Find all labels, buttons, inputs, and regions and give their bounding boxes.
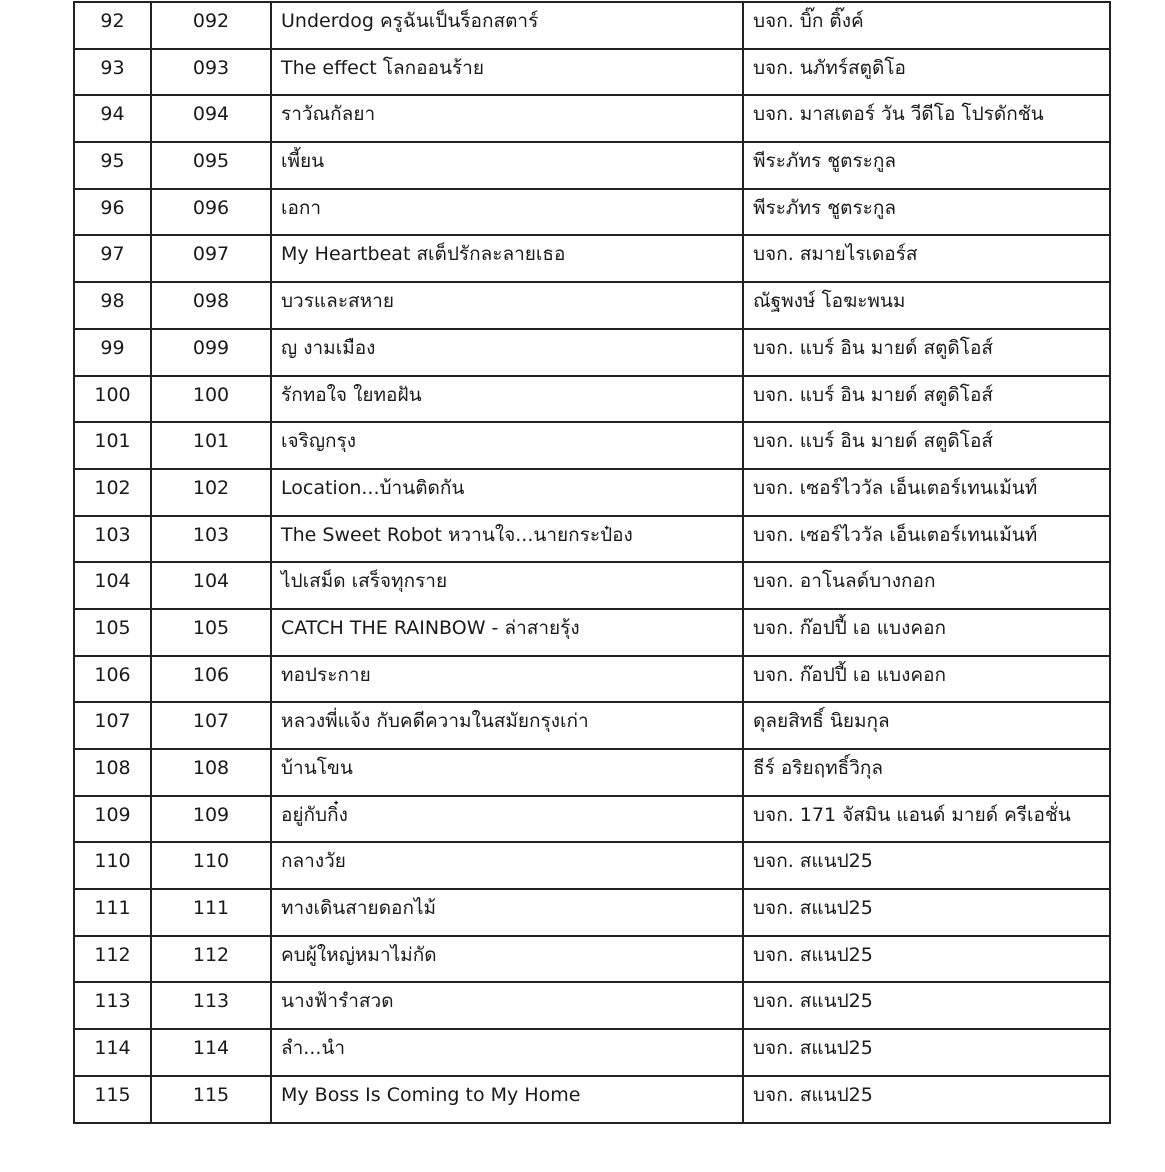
owner-text: ธีร์ อริยฤทธิ์วิกุล [753, 757, 884, 779]
code-cell [151, 982, 271, 1029]
title-text: รักทอใจ ใยทอฝัน [281, 383, 422, 406]
title-cell [271, 142, 743, 189]
row-number-text: 93 [100, 56, 125, 79]
title-text: บวรและสหาย [281, 290, 394, 313]
table-row [74, 702, 1110, 749]
title-text: ทอประกาย [281, 663, 371, 686]
code-cell [151, 842, 271, 889]
table-row [74, 329, 1110, 376]
row-number-cell [74, 702, 151, 749]
code-text: 112 [192, 943, 230, 966]
code-cell [151, 376, 271, 423]
title-cell [271, 749, 743, 796]
title-text: My Heartbeat สเต็ปรักละลายเธอ [281, 243, 566, 266]
row-number-text: 95 [100, 150, 125, 173]
table-row [74, 95, 1110, 142]
project-table [73, 1, 1111, 1124]
code-cell [151, 469, 271, 516]
title-cell [271, 1029, 743, 1076]
title-cell [271, 516, 743, 563]
row-number-text: 97 [100, 243, 125, 266]
row-number-text: 106 [94, 663, 131, 686]
row-number-cell [74, 422, 151, 469]
owner-cell [743, 469, 1110, 516]
owner-text: บจก. สมายไรเดอร์ส [753, 243, 918, 266]
row-number-text: 92 [100, 10, 125, 32]
row-number-cell [74, 235, 151, 282]
owner-text: บจก. สแนป25 [753, 1083, 873, 1106]
table-row [74, 749, 1110, 796]
title-text: ลำ...นำ [281, 1037, 346, 1060]
title-cell [271, 889, 743, 936]
owner-cell [743, 2, 1110, 49]
code-cell [151, 235, 271, 282]
code-cell [151, 95, 271, 142]
row-number-text: 107 [94, 710, 131, 733]
code-cell [151, 702, 271, 749]
table-row [74, 422, 1110, 469]
title-text: เจริญกรุง [281, 430, 357, 453]
title-text: The effect โลกออนร้าย [281, 56, 484, 79]
code-cell [151, 2, 271, 49]
owner-cell [743, 609, 1110, 656]
row-number-cell [74, 189, 151, 236]
title-text: Underdog ครูฉันเป็นร็อกสตาร์ [281, 10, 539, 32]
owner-text: บจก. มาสเตอร์ วัน วีดีโอ โปรดักชัน [753, 103, 1044, 126]
code-text: 101 [192, 430, 230, 453]
title-cell [271, 282, 743, 329]
title-cell [271, 562, 743, 609]
owner-text: บจก. สแนป25 [753, 1037, 873, 1060]
code-text: 107 [192, 710, 230, 733]
row-number-text: 99 [100, 336, 125, 359]
title-cell [271, 329, 743, 376]
owner-text: ณัฐพงษ์ โอฆะพนม [753, 290, 906, 313]
title-text: นางฟ้ารำสวด [281, 990, 394, 1013]
row-number-cell [74, 376, 151, 423]
row-number-text: 108 [94, 757, 131, 779]
row-number-cell [74, 142, 151, 189]
table-row [74, 982, 1110, 1029]
owner-cell [743, 982, 1110, 1029]
owner-text: บจก. สแนป25 [753, 850, 873, 873]
title-cell [271, 95, 743, 142]
owner-text: บจก. ก๊อปปี้ เอ แบงคอก [753, 663, 947, 686]
row-number-text: 100 [94, 383, 131, 406]
title-cell [271, 235, 743, 282]
code-cell [151, 142, 271, 189]
owner-text: พีระภัทร ชูตระกูล [753, 196, 897, 219]
owner-text: บจก. ก๊อปปี้ เอ แบงคอก [753, 616, 947, 639]
row-number-cell [74, 656, 151, 703]
title-cell [271, 189, 743, 236]
row-number-cell [74, 562, 151, 609]
code-text: 094 [192, 103, 230, 126]
code-text: 096 [192, 196, 230, 219]
code-text: 108 [192, 757, 230, 779]
owner-text: ดุลยสิทธิ์ นิยมกุล [753, 710, 890, 733]
code-text: 110 [192, 850, 230, 873]
row-number-text: 115 [94, 1083, 131, 1106]
owner-text: พีระภัทร ชูตระกูล [753, 150, 897, 173]
code-cell [151, 49, 271, 96]
code-cell [151, 889, 271, 936]
row-number-cell [74, 282, 151, 329]
owner-cell [743, 842, 1110, 889]
title-text: ราวัณกัลยา [281, 103, 376, 126]
table-row [74, 1029, 1110, 1076]
code-cell [151, 1076, 271, 1123]
owner-cell [743, 562, 1110, 609]
owner-cell [743, 936, 1110, 983]
table-row [74, 842, 1110, 889]
code-cell [151, 936, 271, 983]
code-text: 111 [192, 897, 230, 920]
code-text: 105 [192, 616, 230, 639]
table-row [74, 142, 1110, 189]
table-row [74, 656, 1110, 703]
code-text: 104 [192, 570, 230, 593]
owner-text: บจก. นภัทร์สตูดิโอ [753, 56, 906, 79]
owner-text: บจก. อาโนลด์บางกอก [753, 570, 936, 593]
code-text: 098 [192, 290, 230, 313]
owner-cell [743, 376, 1110, 423]
owner-cell [743, 656, 1110, 703]
table-row [74, 936, 1110, 983]
title-text: My Boss Is Coming to My Home [281, 1083, 581, 1106]
row-number-text: 104 [94, 570, 131, 593]
row-number-cell [74, 516, 151, 563]
title-text: ไปเสม็ด เสร็จทุกราย [281, 570, 448, 593]
code-text: 100 [192, 383, 230, 406]
row-number-text: 103 [94, 523, 131, 546]
table-row [74, 469, 1110, 516]
row-number-text: 96 [100, 196, 125, 219]
code-cell [151, 1029, 271, 1076]
owner-cell [743, 329, 1110, 376]
row-number-cell [74, 329, 151, 376]
code-cell [151, 329, 271, 376]
row-number-cell [74, 842, 151, 889]
owner-cell [743, 1076, 1110, 1123]
owner-cell [743, 235, 1110, 282]
owner-cell [743, 189, 1110, 236]
owner-cell [743, 796, 1110, 843]
row-number-cell [74, 936, 151, 983]
code-text: 115 [192, 1083, 230, 1106]
owner-cell [743, 282, 1110, 329]
row-number-text: 112 [94, 943, 131, 966]
row-number-text: 94 [100, 103, 125, 126]
table-row [74, 796, 1110, 843]
title-cell [271, 376, 743, 423]
code-cell [151, 562, 271, 609]
code-cell [151, 609, 271, 656]
title-cell [271, 982, 743, 1029]
owner-cell [743, 1029, 1110, 1076]
table-row [74, 189, 1110, 236]
title-cell [271, 656, 743, 703]
title-cell [271, 842, 743, 889]
table-row [74, 235, 1110, 282]
row-number-text: 105 [94, 616, 131, 639]
title-cell [271, 702, 743, 749]
row-number-text: 102 [94, 476, 131, 499]
owner-cell [743, 889, 1110, 936]
table-row [74, 1076, 1110, 1123]
code-text: 092 [192, 10, 230, 32]
title-cell [271, 609, 743, 656]
table-row [74, 282, 1110, 329]
row-number-text: 101 [94, 430, 131, 453]
title-text: ทางเดินสายดอกไม้ [281, 897, 437, 920]
owner-cell [743, 749, 1110, 796]
title-text: ญ งามเมือง [281, 336, 376, 359]
owner-text: บจก. แบร์ อิน มายด์ สตูดิโอส์ [753, 336, 993, 359]
title-text: กลางวัย [281, 850, 346, 873]
table-row [74, 562, 1110, 609]
code-text: 093 [192, 56, 230, 79]
row-number-text: 113 [94, 990, 131, 1013]
code-cell [151, 189, 271, 236]
owner-text: บจก. สแนป25 [753, 943, 873, 966]
title-cell [271, 936, 743, 983]
title-text: Location...บ้านติดกัน [281, 476, 465, 499]
row-number-cell [74, 749, 151, 796]
row-number-cell [74, 1076, 151, 1123]
owner-cell [743, 49, 1110, 96]
row-number-cell [74, 49, 151, 96]
code-text: 103 [192, 523, 230, 546]
row-number-cell [74, 982, 151, 1029]
title-cell [271, 1076, 743, 1123]
row-number-cell [74, 889, 151, 936]
title-text: อยู่กับกิ๋ง [281, 803, 348, 826]
owner-cell [743, 95, 1110, 142]
title-text: เอกา [281, 196, 322, 219]
title-text: The Sweet Robot หวานใจ...นายกระป๋อง [281, 523, 633, 546]
title-cell [271, 469, 743, 516]
row-number-cell [74, 796, 151, 843]
table-row [74, 516, 1110, 563]
code-text: 097 [192, 243, 230, 266]
code-text: 109 [192, 803, 230, 826]
owner-cell [743, 516, 1110, 563]
row-number-cell [74, 609, 151, 656]
title-text: เพี้ยน [281, 150, 325, 173]
code-text: 099 [192, 336, 230, 359]
title-text: หลวงพี่แจ้ง กับคดีความในสมัยกรุงเก่า [281, 710, 589, 733]
row-number-cell [74, 469, 151, 516]
code-cell [151, 422, 271, 469]
row-number-cell [74, 2, 151, 49]
code-cell [151, 656, 271, 703]
title-text: CATCH THE RAINBOW - ล่าสายรุ้ง [281, 616, 580, 639]
table-row [74, 376, 1110, 423]
owner-text: บจก. แบร์ อิน มายด์ สตูดิโอส์ [753, 430, 993, 453]
owner-text: บจก. แบร์ อิน มายด์ สตูดิโอส์ [753, 383, 993, 406]
owner-cell [743, 422, 1110, 469]
code-cell [151, 282, 271, 329]
code-text: 102 [192, 476, 230, 499]
owner-text: บจก. เซอร์ไววัล เอ็นเตอร์เทนเม้นท์ [753, 523, 1038, 546]
row-number-text: 109 [94, 803, 131, 826]
owner-cell [743, 702, 1110, 749]
code-cell [151, 796, 271, 843]
row-number-text: 114 [94, 1037, 131, 1060]
table-row [74, 889, 1110, 936]
code-text: 113 [192, 990, 230, 1013]
row-number-text: 110 [94, 850, 131, 873]
owner-text: บจก. เซอร์ไววัล เอ็นเตอร์เทนเม้นท์ [753, 476, 1038, 499]
code-text: 114 [192, 1037, 230, 1060]
row-number-text: 111 [94, 897, 131, 920]
table-row [74, 49, 1110, 96]
row-number-text: 98 [100, 290, 125, 313]
title-text: คบผู้ใหญ่หมาไม่กัด [281, 943, 437, 966]
table-row [74, 609, 1110, 656]
title-text: บ้านโขน [281, 757, 353, 779]
code-text: 095 [192, 150, 230, 173]
title-cell [271, 796, 743, 843]
code-text: 106 [192, 663, 230, 686]
title-cell [271, 49, 743, 96]
title-cell [271, 2, 743, 49]
row-number-cell [74, 95, 151, 142]
table-row [74, 2, 1110, 49]
owner-text: บจก. สแนป25 [753, 990, 873, 1013]
owner-text: บจก. สแนป25 [753, 897, 873, 920]
table-body [74, 2, 1110, 1123]
code-cell [151, 516, 271, 563]
code-cell [151, 749, 271, 796]
title-cell [271, 422, 743, 469]
owner-cell [743, 142, 1110, 189]
owner-text: บจก. 171 จัสมิน แอนด์ มายด์ ครีเอชั่น [753, 803, 1071, 826]
owner-text: บจก. บิ๊ก ติ๊งค์ [753, 10, 864, 32]
row-number-cell [74, 1029, 151, 1076]
